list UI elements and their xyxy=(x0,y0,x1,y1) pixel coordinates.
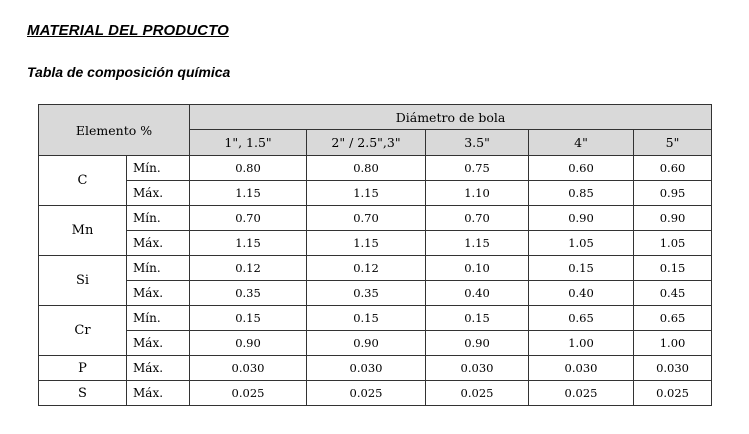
value-cell: 0.90 xyxy=(529,206,634,231)
value-cell: 1.15 xyxy=(190,231,307,256)
value-cell: 0.10 xyxy=(426,256,529,281)
value-cell: 0.15 xyxy=(529,256,634,281)
value-cell: 0.85 xyxy=(529,181,634,206)
element-cell: S xyxy=(39,381,127,406)
table-row xyxy=(39,356,712,381)
value-cell: 1.15 xyxy=(190,181,307,206)
value-cell: 0.025 xyxy=(307,381,426,406)
limit-label-cell: Mín. xyxy=(127,206,190,231)
value-cell: 1.15 xyxy=(307,231,426,256)
chemical-composition-table xyxy=(38,104,712,406)
value-cell: 0.025 xyxy=(529,381,634,406)
diameter-group-header: Diámetro de bola xyxy=(190,105,712,130)
diameter-header: 1", 1.5" xyxy=(190,130,307,156)
value-cell: 1.00 xyxy=(634,331,712,356)
table-title: Tabla de composición química xyxy=(27,64,231,80)
diameter-header: 3.5" xyxy=(426,130,529,156)
value-cell: 0.40 xyxy=(529,281,634,306)
value-cell: 0.025 xyxy=(634,381,712,406)
element-column-header: Elemento % xyxy=(39,105,190,156)
table-row xyxy=(39,256,712,281)
value-cell: 0.15 xyxy=(190,306,307,331)
value-cell: 0.15 xyxy=(307,306,426,331)
limit-label-cell: Mín. xyxy=(127,256,190,281)
value-cell: 0.90 xyxy=(190,331,307,356)
limit-label-cell: Mín. xyxy=(127,156,190,181)
limit-label-cell: Máx. xyxy=(127,181,190,206)
value-cell: 0.65 xyxy=(529,306,634,331)
element-cell: P xyxy=(39,356,127,381)
value-cell: 0.35 xyxy=(307,281,426,306)
table-row xyxy=(39,331,712,356)
section-title: MATERIAL DEL PRODUCTO xyxy=(27,22,229,39)
limit-label-cell: Máx. xyxy=(127,331,190,356)
table-row xyxy=(39,306,712,331)
value-cell: 0.95 xyxy=(634,181,712,206)
limit-label-cell: Máx. xyxy=(127,356,190,381)
diameter-header: 2" / 2.5",3" xyxy=(307,130,426,156)
element-cell: Mn xyxy=(39,206,127,256)
limit-label-cell: Mín. xyxy=(127,306,190,331)
value-cell: 0.70 xyxy=(307,206,426,231)
table-header xyxy=(39,105,712,156)
value-cell: 0.80 xyxy=(190,156,307,181)
table-row xyxy=(39,206,712,231)
diameter-header: 4" xyxy=(529,130,634,156)
value-cell: 0.025 xyxy=(190,381,307,406)
table-row xyxy=(39,181,712,206)
table-row xyxy=(39,231,712,256)
value-cell: 0.030 xyxy=(426,356,529,381)
value-cell: 0.80 xyxy=(307,156,426,181)
value-cell: 1.00 xyxy=(529,331,634,356)
value-cell: 0.90 xyxy=(426,331,529,356)
table-row xyxy=(39,281,712,306)
element-cell: Si xyxy=(39,256,127,306)
limit-label-cell: Máx. xyxy=(127,381,190,406)
value-cell: 0.030 xyxy=(634,356,712,381)
value-cell: 0.40 xyxy=(426,281,529,306)
value-cell: 0.90 xyxy=(634,206,712,231)
table-row xyxy=(39,156,712,181)
value-cell: 0.15 xyxy=(634,256,712,281)
value-cell: 0.025 xyxy=(426,381,529,406)
diameter-header: 5" xyxy=(634,130,712,156)
element-cell: C xyxy=(39,156,127,206)
value-cell: 0.12 xyxy=(190,256,307,281)
value-cell: 0.030 xyxy=(307,356,426,381)
limit-label-cell: Máx. xyxy=(127,281,190,306)
value-cell: 0.75 xyxy=(426,156,529,181)
value-cell: 0.70 xyxy=(426,206,529,231)
value-cell: 0.35 xyxy=(190,281,307,306)
value-cell: 0.12 xyxy=(307,256,426,281)
value-cell: 0.030 xyxy=(529,356,634,381)
value-cell: 0.45 xyxy=(634,281,712,306)
table-row xyxy=(39,381,712,406)
value-cell: 1.05 xyxy=(634,231,712,256)
value-cell: 0.15 xyxy=(426,306,529,331)
value-cell: 0.030 xyxy=(190,356,307,381)
table-body xyxy=(39,156,712,406)
value-cell: 1.10 xyxy=(426,181,529,206)
element-cell: Cr xyxy=(39,306,127,356)
value-cell: 0.65 xyxy=(634,306,712,331)
value-cell: 0.70 xyxy=(190,206,307,231)
value-cell: 0.60 xyxy=(634,156,712,181)
value-cell: 1.15 xyxy=(307,181,426,206)
value-cell: 0.60 xyxy=(529,156,634,181)
value-cell: 1.15 xyxy=(426,231,529,256)
limit-label-cell: Máx. xyxy=(127,231,190,256)
value-cell: 1.05 xyxy=(529,231,634,256)
value-cell: 0.90 xyxy=(307,331,426,356)
